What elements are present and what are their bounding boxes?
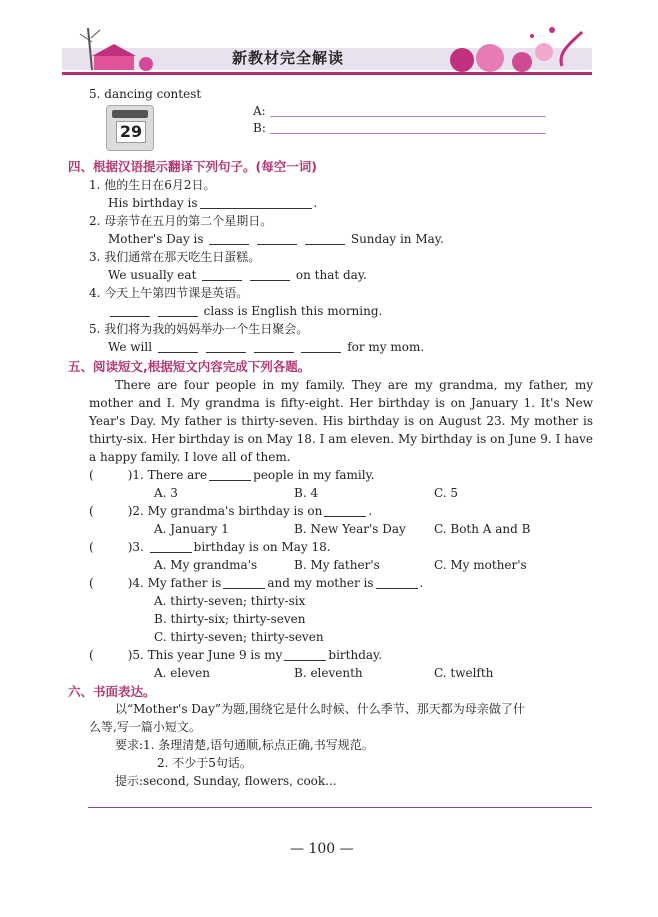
q4-option-c[interactable]: C. thirty-seven; thirty-seven xyxy=(154,630,324,644)
q2-option-a[interactable]: A. January 1 xyxy=(154,522,229,536)
q4-stem: ( )4. My father is and my mother is . xyxy=(89,576,424,590)
s4-q2-cn: 2. 母亲节在五月的第二个星期日。 xyxy=(89,214,273,228)
q1-option-c[interactable]: C. 5 xyxy=(434,486,459,500)
writing-requirement-1: 要求:1. 条理清楚,语句通顺,标点正确,书写规范。 xyxy=(115,738,374,752)
q2-stem: ( )2. My grandma's birthday is on . xyxy=(89,504,373,518)
q5-stem: ( )5. This year June 9 is my birthday. xyxy=(89,648,383,662)
header-title: 新教材完全解读 xyxy=(232,49,345,67)
q2-option-b[interactable]: B. New Year's Day xyxy=(294,522,406,536)
reading-passage: There are four people in my family. They are my grandma, my father, my mother and I. My grandma is fifty-eight. Her birthday is on January 1. It's New Year's Day. My father is thirty-seven. His birthday is on August 23. My mother is thirty-six. Her birthday is on May 18. I am eleven. My birthday is on June 9. I have a happy family. I love all of them. xyxy=(89,378,593,464)
s4-q3-en: We usually eat on that day. xyxy=(108,268,367,282)
section-6-title: 六、书面表达。 xyxy=(68,684,156,699)
blank[interactable] xyxy=(324,504,366,517)
s4-q4-en: class is English this morning. xyxy=(108,304,382,319)
writing-hint: 提示:second, Sunday, flowers, cook... xyxy=(115,774,337,788)
blank[interactable] xyxy=(158,340,198,353)
blank[interactable] xyxy=(254,340,294,353)
s4-q1-cn: 1. 他的生日在6月2日。 xyxy=(89,178,216,192)
q4-option-a[interactable]: A. thirty-seven; thirty-six xyxy=(154,594,306,608)
blank[interactable] xyxy=(223,576,265,589)
q5-option-c[interactable]: C. twelfth xyxy=(434,666,494,680)
s4-q4-cn: 4. 今天上午第四节课是英语。 xyxy=(89,286,249,300)
q3-option-a[interactable]: A. My grandma's xyxy=(154,558,258,572)
item-5-label: 5. dancing contest xyxy=(89,87,202,101)
calendar-icon xyxy=(106,105,154,151)
blank[interactable] xyxy=(202,268,242,281)
answer-a-label: A: xyxy=(253,104,266,118)
blank[interactable] xyxy=(200,196,312,209)
blank[interactable] xyxy=(305,232,345,245)
writing-prompt-line1: 以“Mother's Day”为题,围绕它是什么时候、什么季节、那天都为母亲做了什 xyxy=(115,702,525,716)
blank[interactable] xyxy=(150,540,192,553)
q2-option-c[interactable]: C. Both A and B xyxy=(434,522,531,536)
header-left-decoration xyxy=(66,22,166,74)
s4-q3-cn: 3. 我们通常在那天吃生日蛋糕。 xyxy=(89,250,261,264)
blank[interactable] xyxy=(301,340,341,353)
blank[interactable] xyxy=(376,576,418,589)
q3-option-b[interactable]: B. My father's xyxy=(294,558,380,572)
q1-option-b[interactable]: B. 4 xyxy=(294,486,319,500)
footer-rule xyxy=(88,807,592,808)
blank[interactable] xyxy=(209,232,249,245)
blank[interactable] xyxy=(250,268,290,281)
blank[interactable] xyxy=(206,340,246,353)
blank[interactable] xyxy=(284,648,326,661)
section-4-title: 四、根据汉语提示翻译下列句子。(每空一词) xyxy=(68,159,317,174)
blank[interactable] xyxy=(257,232,297,245)
s4-q2-en: Mother's Day is Sunday in May. xyxy=(108,232,444,246)
q3-option-c[interactable]: C. My mother's xyxy=(434,558,527,572)
header-right-decoration xyxy=(432,22,592,74)
blank[interactable] xyxy=(110,304,150,317)
writing-prompt-line2: 么等,写一篇小短文。 xyxy=(89,720,201,734)
section-5-title: 五、阅读短文,根据短文内容完成下列各题。 xyxy=(68,359,311,374)
calendar-day: 29 xyxy=(116,121,146,143)
blank[interactable] xyxy=(158,304,198,317)
q5-option-a[interactable]: A. eleven xyxy=(154,666,210,680)
s4-q1-en: His birthday is . xyxy=(108,196,318,210)
answer-b-line[interactable] xyxy=(270,133,546,134)
answer-a-line[interactable] xyxy=(270,116,546,117)
q3-stem: ( )3. birthday is on May 18. xyxy=(89,540,331,554)
q5-option-b[interactable]: B. eleventh xyxy=(294,666,363,680)
writing-requirement-2: 2. 不少于5句话。 xyxy=(157,756,252,770)
answer-b-label: B: xyxy=(253,121,266,135)
s4-q5-cn: 5. 我们将为我的妈妈举办一个生日聚会。 xyxy=(89,322,309,336)
q4-option-b[interactable]: B. thirty-six; thirty-seven xyxy=(154,612,306,626)
s4-q5-en: We will for my mom. xyxy=(108,340,425,354)
q1-option-a[interactable]: A. 3 xyxy=(154,486,178,500)
page-number: — 100 — xyxy=(290,841,354,857)
q1-stem: ( )1. There are people in my family. xyxy=(89,468,375,482)
blank[interactable] xyxy=(209,468,251,481)
